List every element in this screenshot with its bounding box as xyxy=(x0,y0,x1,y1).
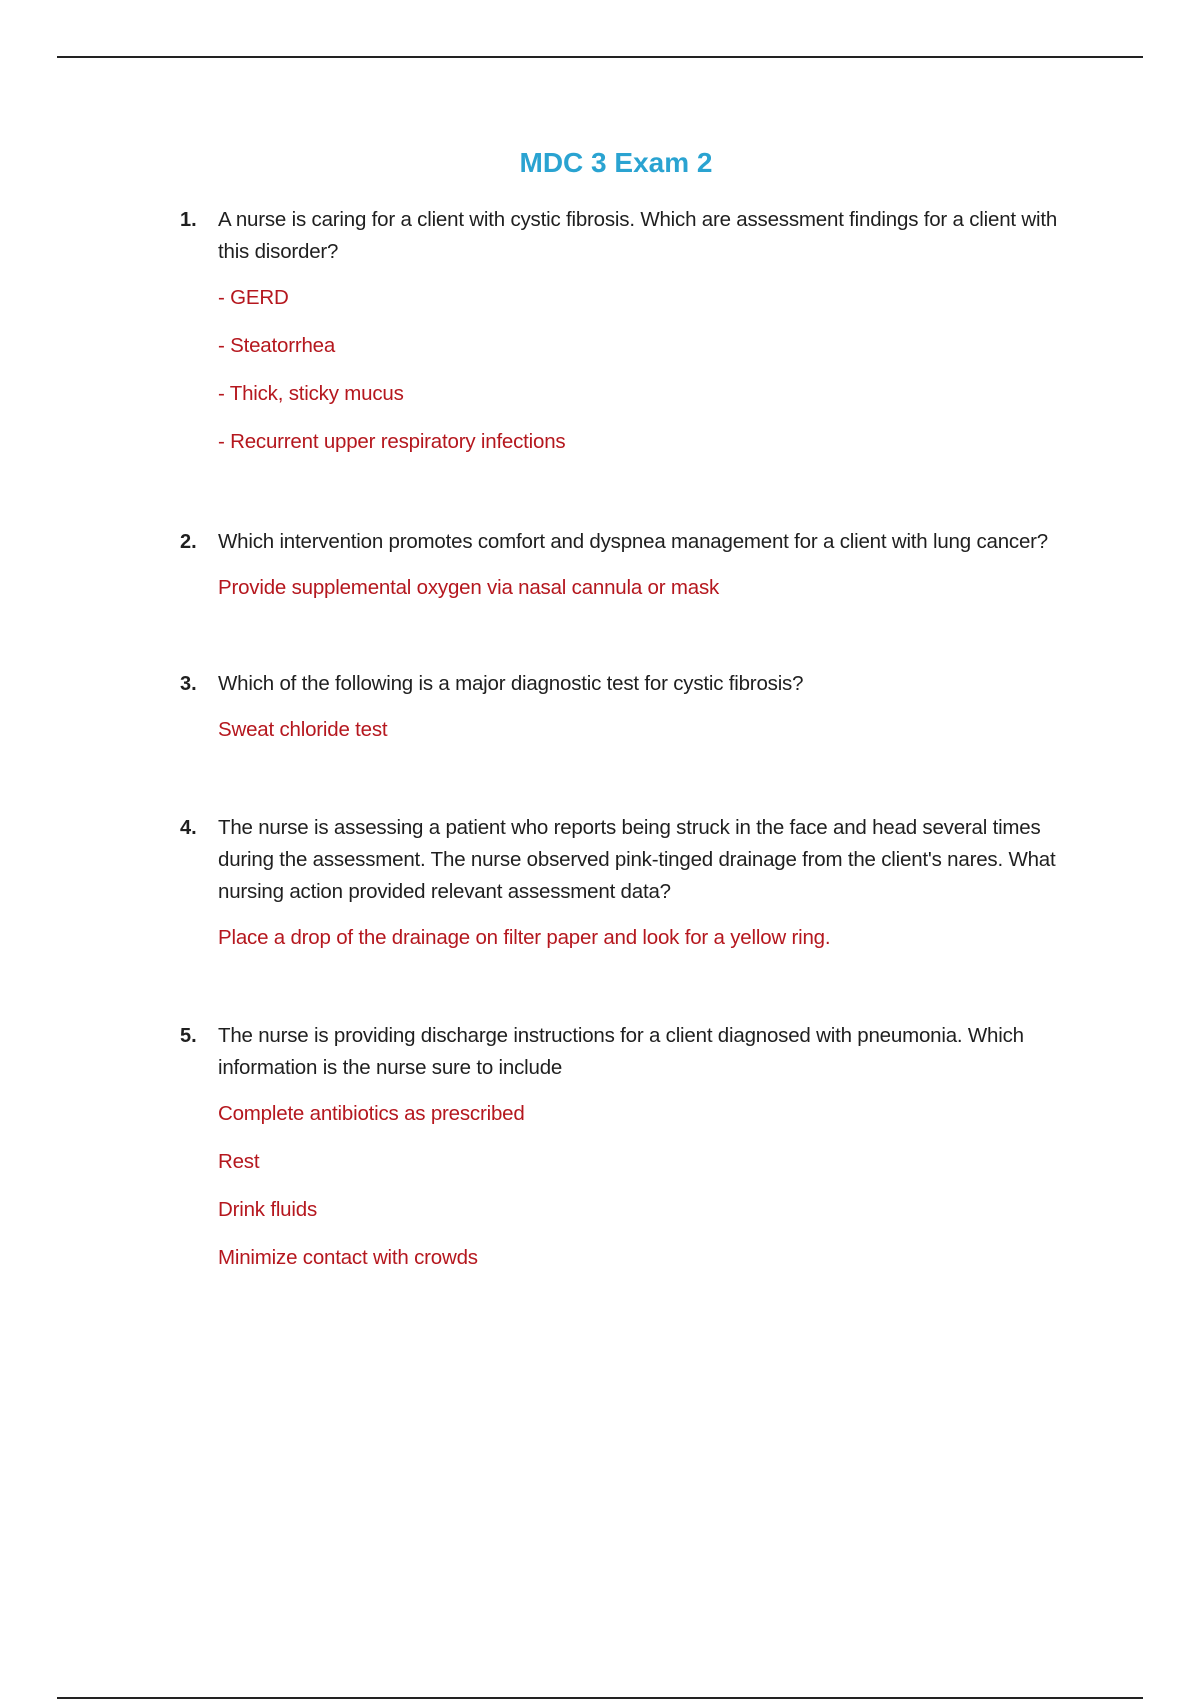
question-number: 4. xyxy=(180,817,197,839)
bottom-rule xyxy=(57,1697,1143,1699)
question-4 xyxy=(180,812,1080,954)
answer-item: Sweat chloride test xyxy=(218,718,388,741)
answer-item: Minimize contact with crowds xyxy=(218,1246,478,1269)
question-number: 2. xyxy=(180,531,197,553)
answer-item: - Recurrent upper respiratory infections xyxy=(218,430,566,453)
answer-item: - GERD xyxy=(218,286,289,309)
question-number: 3. xyxy=(180,673,197,695)
question-text: Which of the following is a major diagnostic test for cystic fibrosis? xyxy=(218,672,804,695)
answer-item: Rest xyxy=(218,1150,260,1173)
answer-item: Complete antibiotics as prescribed xyxy=(218,1102,525,1125)
question-text: The nurse is assessing a patient who reports being struck in the face and head several times during the assessment. The nurse observed pink-tinged drainage from the client's nares. What nursing action provided relevant assessment data? xyxy=(218,816,1056,903)
answer-item: Provide supplemental oxygen via nasal cannula or mask xyxy=(218,576,720,599)
question-text: The nurse is providing discharge instructions for a client diagnosed with pneumonia. Which information is the nurse sure to include xyxy=(218,1024,1024,1079)
answer-list xyxy=(218,572,1080,604)
answer-item: - Thick, sticky mucus xyxy=(218,382,404,405)
question-number: 5. xyxy=(180,1025,197,1047)
answer-list xyxy=(218,922,1080,954)
question-number: 1. xyxy=(180,209,197,231)
answer-list xyxy=(218,1098,1080,1274)
answer-item: - Steatorrhea xyxy=(218,334,336,357)
answer-list xyxy=(218,282,1080,458)
question-5 xyxy=(180,1020,1080,1274)
answer-item: Place a drop of the drainage on filter paper and look for a yellow ring. xyxy=(218,926,831,949)
top-rule xyxy=(57,56,1143,58)
question-1 xyxy=(180,204,1080,458)
question-text: Which intervention promotes comfort and dyspnea management for a client with lung cancer? xyxy=(218,530,1048,553)
question-3 xyxy=(180,668,1080,746)
question-2 xyxy=(180,526,1080,604)
question-text: A nurse is caring for a client with cystic fibrosis. Which are assessment findings for a client with this disorder? xyxy=(218,208,1058,263)
question-list xyxy=(180,204,1080,1290)
page-title: MDC 3 Exam 2 xyxy=(519,147,713,178)
answer-item: Drink fluids xyxy=(218,1198,317,1221)
answer-list xyxy=(218,714,1080,746)
